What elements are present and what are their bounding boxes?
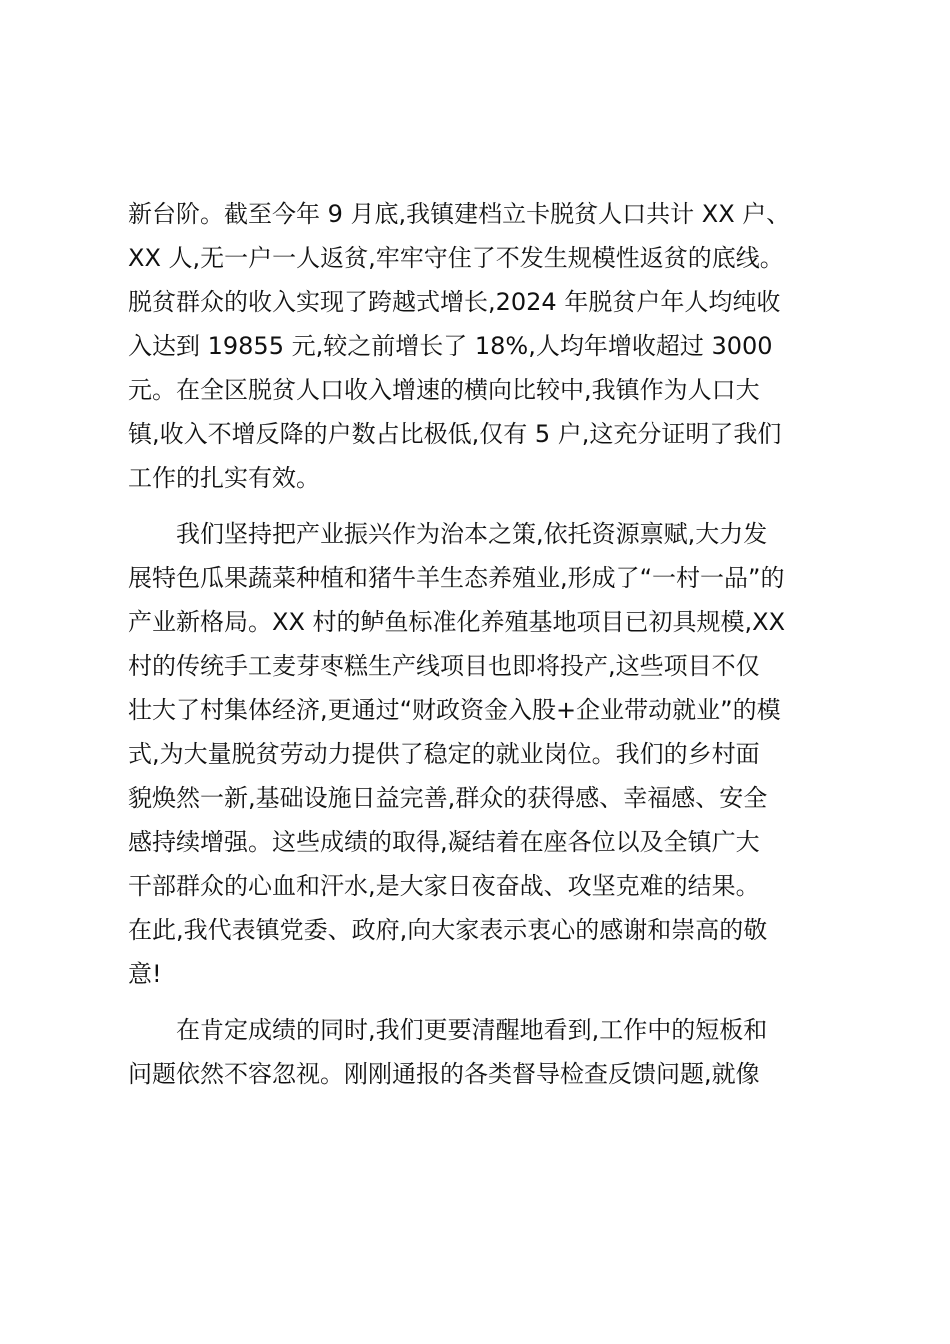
text-line: 干部群众的心血和汗水,是大家日夜奋战、攻坚克难的结果。 xyxy=(128,872,760,900)
paragraph-spacer xyxy=(128,500,828,512)
text-line: 村的传统手工麦芽枣糕生产线项目也即将投产,这些项目不仅 xyxy=(128,652,760,680)
text-line: 新台阶。截至今年 9 月底,我镇建档立卡脱贫人口共计 XX 户、 xyxy=(128,200,791,228)
text-line: 工作的扎实有效。 xyxy=(128,464,320,492)
text-line: 在肯定成绩的同时,我们更要清醒地看到,工作中的短板和 xyxy=(176,1016,768,1044)
text-line: 脱贫群众的收入实现了跨越式增长,2024 年脱贫户年人均纯收 xyxy=(128,288,781,316)
paragraph-2 xyxy=(128,512,828,996)
text-line: 问题依然不容忽视。刚刚通报的各类督导检查反馈问题,就像 xyxy=(128,1060,760,1088)
paragraph-1 xyxy=(128,192,828,500)
text-line: XX 人,无一户一人返贫,牢牢守住了不发生规模性返贫的底线。 xyxy=(128,244,784,272)
text-line: 意! xyxy=(128,960,162,988)
text-line: 产业新格局。XX 村的鲈鱼标准化养殖基地项目已初具规模,XX xyxy=(128,608,786,636)
text-line: 在此,我代表镇党委、政府,向大家表示衷心的感谢和崇高的敬 xyxy=(128,916,768,944)
text-line: 壮大了村集体经济,更通过“财政资金入股+企业带动就业”的模 xyxy=(128,696,781,724)
text-line: 展特色瓜果蔬菜种植和猪牛羊生态养殖业,形成了“一村一品”的 xyxy=(128,564,785,592)
text-line: 式,为大量脱贫劳动力提供了稳定的就业岗位。我们的乡村面 xyxy=(128,740,760,768)
document-body xyxy=(128,192,828,1096)
paragraph-spacer xyxy=(128,996,828,1008)
paragraph-3 xyxy=(128,1008,828,1096)
text-line: 貌焕然一新,基础设施日益完善,群众的获得感、幸福感、安全 xyxy=(128,784,768,812)
text-line: 镇,收入不增反降的户数占比极低,仅有 5 户,这充分证明了我们 xyxy=(128,420,782,448)
text-line: 元。在全区脱贫人口收入增速的横向比较中,我镇作为人口大 xyxy=(128,376,760,404)
text-line: 我们坚持把产业振兴作为治本之策,依托资源禀赋,大力发 xyxy=(176,520,768,548)
text-line: 感持续增强。这些成绩的取得,凝结着在座各位以及全镇广大 xyxy=(128,828,760,856)
text-line: 入达到 19855 元,较之前增长了 18%,人均年增收超过 3000 xyxy=(128,332,773,360)
